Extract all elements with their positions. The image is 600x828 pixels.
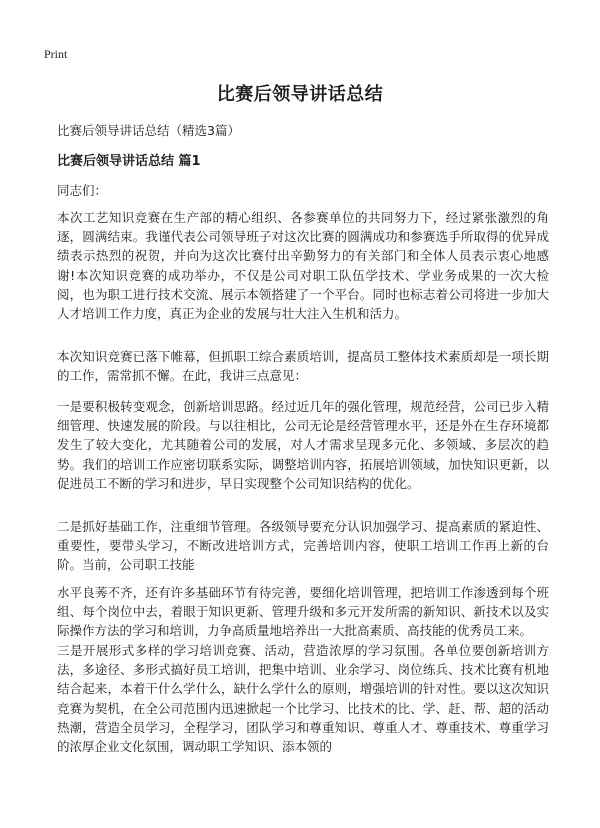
body-paragraph: 二是抓好基础工作，注重细节管理。各级领导要充分认识加强学习、提高素质的紧迫性、重要性，要带头学习，不断改进培训方式，完善培训内容，使职工培训工作再上新的台阶。当前，公司职工技能 bbox=[57, 519, 549, 573]
print-link[interactable]: Print bbox=[44, 47, 68, 61]
document-subtitle: 比赛后领导讲话总结（精选3篇） bbox=[57, 123, 240, 138]
body-paragraph: 本次工艺知识竞赛在生产部的精心组织、各参赛单位的共同努力下，经过紧张激烈的角逐，圆满结束。我谨代表公司领导班子对这次比赛的圆满成功和参赛选手所取得的优异成绩表示热烈的祝贺，并向为这次比赛付出辛勤努力的有关部门和全体人员表示衷心地感谢!本次知识竞赛的成功举办，不仅是公司对职工队伍学技术、学业务成果的一次大检阅，也为职工进行技术交流、展示本领搭建了一个平台。同时也标志着公司将进一步加大人才培训工作力度，真正为企业的发展与壮大注入生机和活力。 bbox=[57, 210, 549, 322]
body-paragraph: 水平良莠不齐，还有许多基础环节有待完善，要细化培训管理，把培训工作渗透到每个班组、每个岗位中去，着眼于知识更新、管理升级和多元开发所需的新知识、新技术以及实际操作方法的学习和培训，力争高质量地培养出一大批高素质、高技能的优秀员工来。 bbox=[57, 585, 549, 639]
body-paragraph: 一是要积极转变观念，创新培训思路。经过近几年的强化管理，规范经营，公司已步入精细管理、快速发展的阶段。与以往相比，公司无论是经营管理水平，还是外在生存环境都发生了较大变化，尤其随着公司的发展，对人才需求呈现多元化、多领域、多层次的趋势。我们的培训工作应密切联系实际，调整培训内容，拓展培训领域，加快知识更新，以促进员工不断的学习和进步，早日实现整个公司知识结构的优化。 bbox=[57, 399, 549, 491]
greeting: 同志们： bbox=[57, 183, 108, 198]
document-title: 比赛后领导讲话总结 bbox=[216, 84, 384, 105]
section-heading: 比赛后领导讲话总结 篇1 bbox=[57, 154, 201, 169]
body-paragraph: 本次知识竞赛已落下帷幕，但抓职工综合素质培训，提高员工整体技术素质却是一项长期的工作，需常抓不懈。在此，我讲三点意见： bbox=[57, 349, 549, 384]
body-paragraph: 三是开展形式多样的学习培训竞赛、活动，营造浓厚的学习氛围。各单位要创新培训方法，多途径、多形式搞好员工培训，把集中培训、业余学习、岗位练兵、技术比赛有机地结合起来，本着干什么学什么，缺什么学什么的原则，增强培训的针对性。要以这次知识竞赛为契机，在全公司范围内迅速掀起一个比学习、比技术的比、学、赶、帮、超的活动热潮，营造全员学习，全程学习，团队学习和尊重知识、尊重人才、尊重技术、尊重学习的浓厚企业文化氛围，调动职工学知识、添本领的 bbox=[57, 643, 549, 755]
